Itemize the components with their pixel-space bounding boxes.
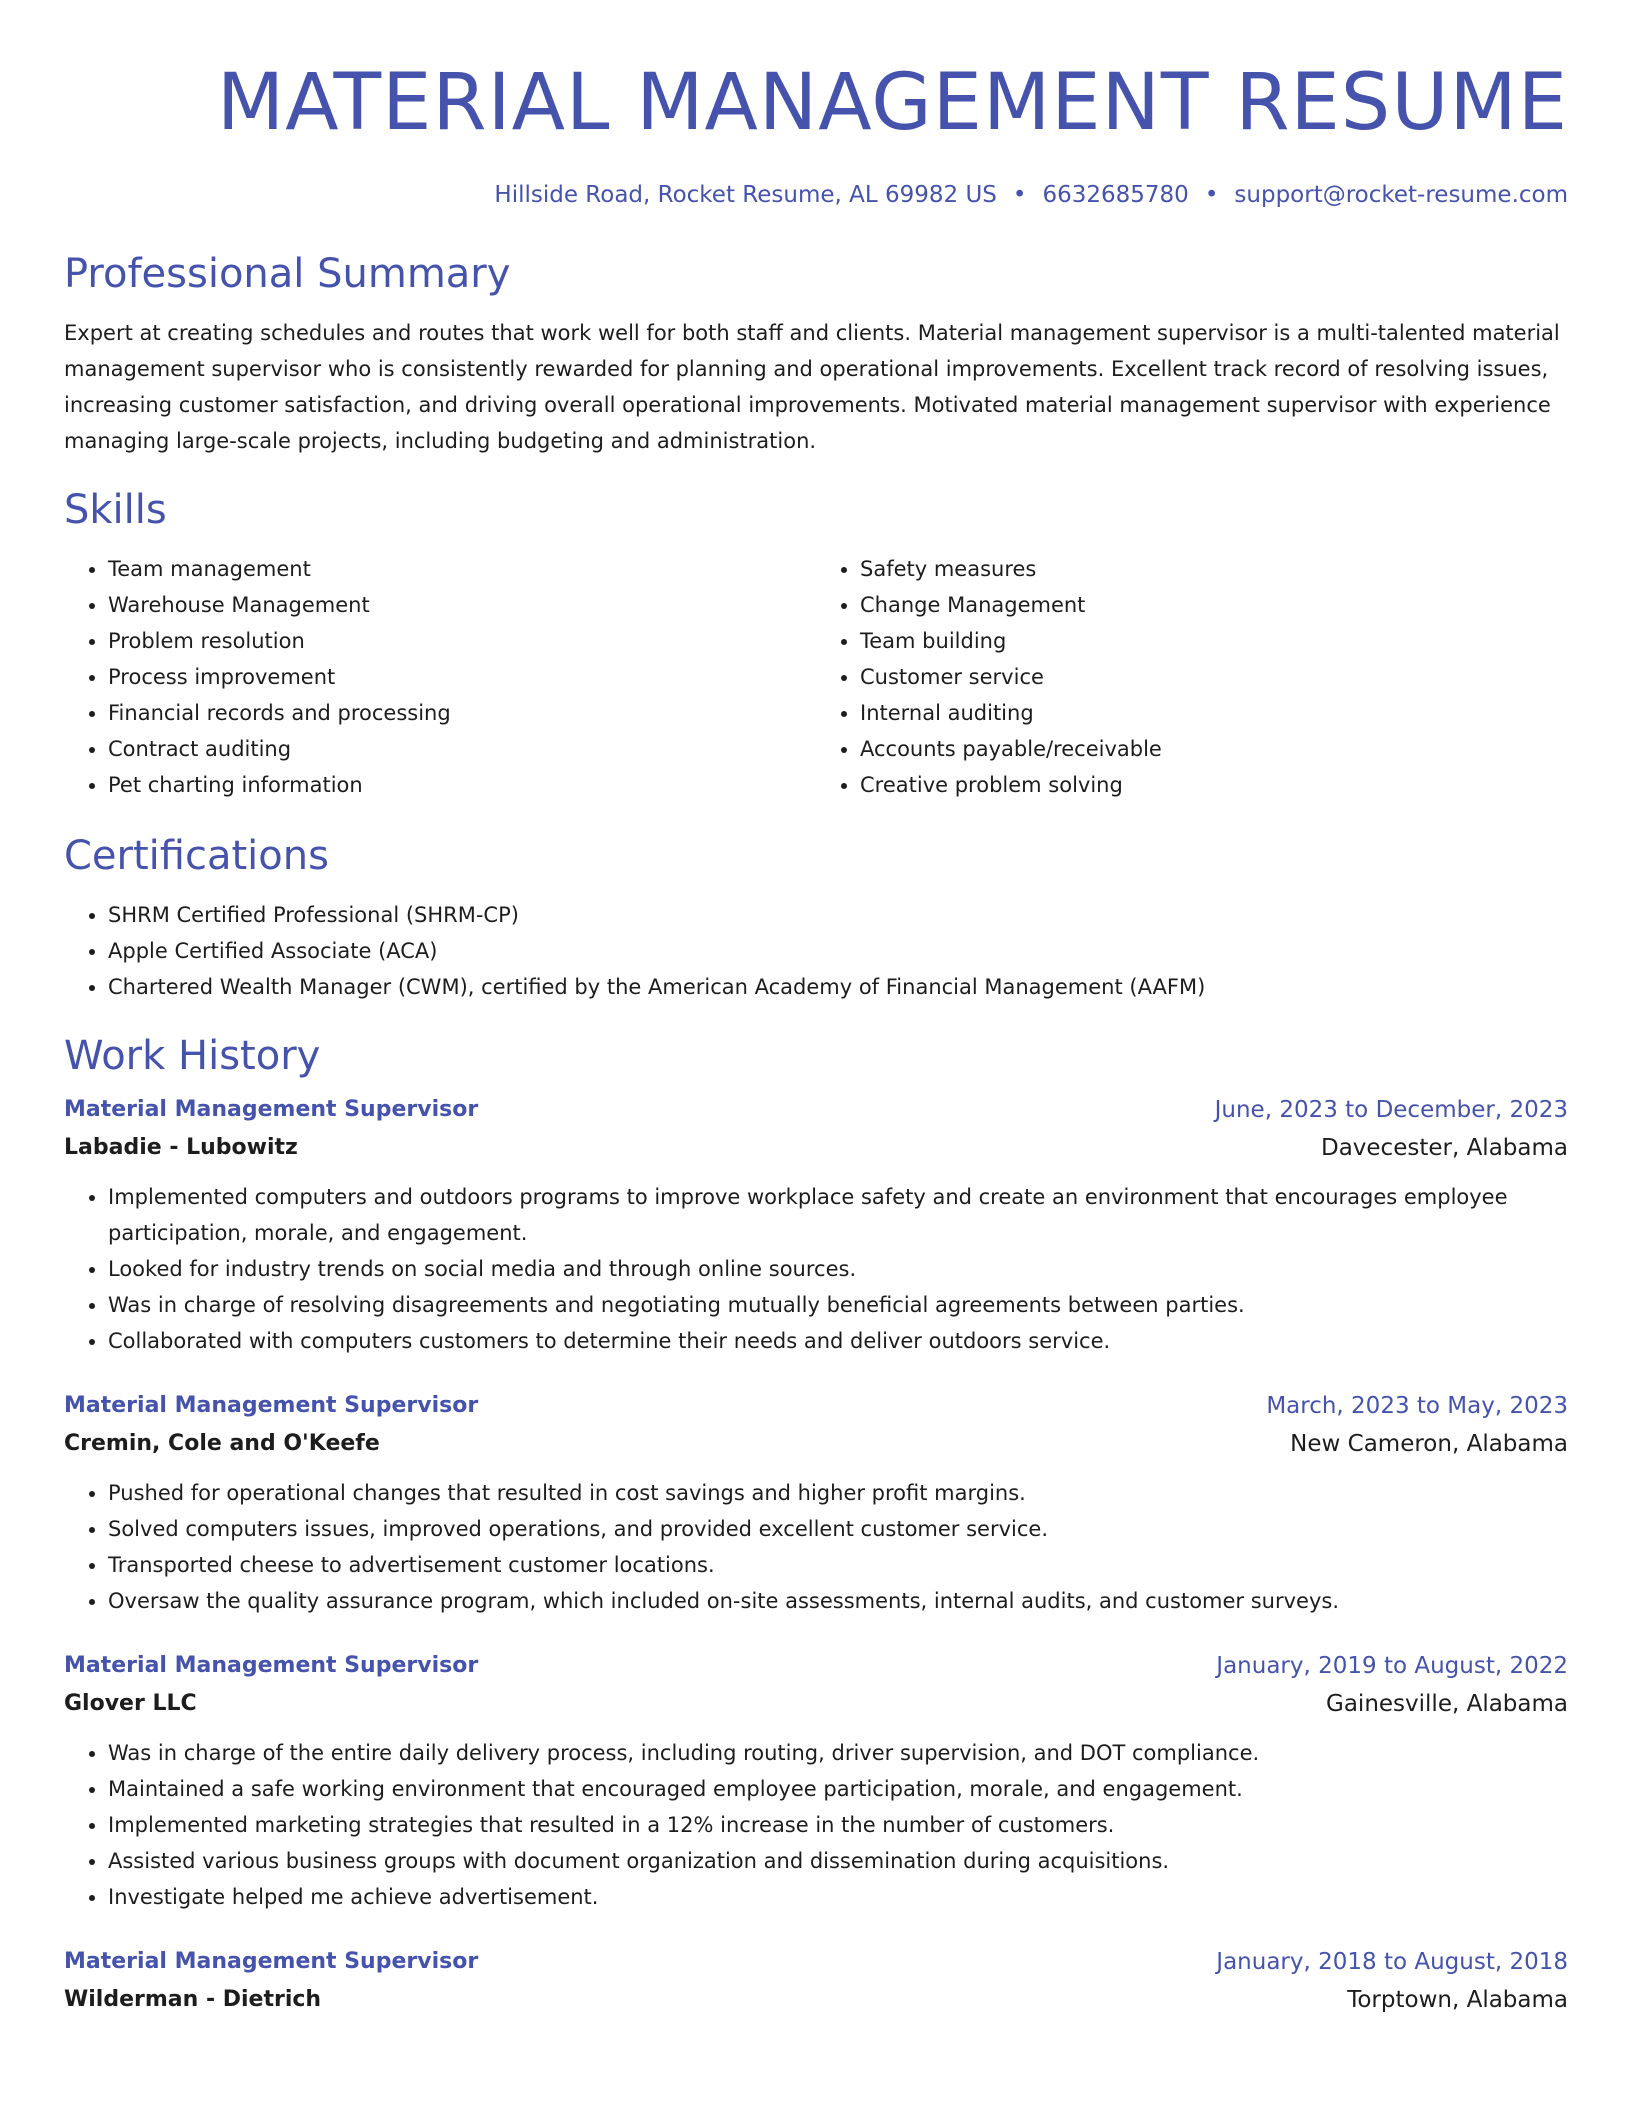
job-dates: June, 2023 to December, 2023 xyxy=(1214,1097,1568,1123)
skill-item: • Pet charting information xyxy=(108,767,816,803)
job-bullet: • Pushed for operational changes that resulted in cost savings and higher profit margins. xyxy=(108,1475,1568,1511)
job-bullet: • Solved computers issues, improved operations, and provided excellent customer service. xyxy=(108,1511,1568,1547)
skill-item: • Customer service xyxy=(860,659,1568,695)
job-bullet: • Collaborated with computers customers to determine their needs and deliver outdoors service. xyxy=(108,1323,1568,1359)
resume-name: MATERIAL MANAGEMENT RESUME xyxy=(216,58,1568,148)
skills-list-right xyxy=(816,551,1568,803)
job-bullet: • Was in charge of the entire daily delivery process, including routing, driver supervision, and DOT compliance. xyxy=(108,1735,1568,1771)
skill-item: • Financial records and processing xyxy=(108,695,816,731)
job-title: Material Management Supervisor xyxy=(64,1393,479,1418)
job-company: Cremin, Cole and O'Keefe xyxy=(64,1431,380,1456)
job-location: New Cameron, Alabama xyxy=(1290,1431,1568,1457)
summary-text: Expert at creating schedules and routes that work well for both staff and clients. Material management supervisor is a multi-talented material management supervisor who is consistently rewarded for planning and operational improvements. Excellent track record of resolving issues, increasing customer satisfaction, and driving overall operational improvements. Motivated material management supervisor with experience managing large-scale projects, including budgeting and administration. xyxy=(64,321,1560,453)
job-header-row xyxy=(64,1943,1568,1981)
certification-item: • Apple Certified Associate (ACA) xyxy=(108,933,1568,969)
job-bullet: • Assisted various business groups with document organization and dissemination during acquisitions. xyxy=(108,1843,1568,1879)
skill-item: • Safety measures xyxy=(860,551,1568,587)
skills-list-left xyxy=(64,551,816,803)
job-company: Wilderman - Dietrich xyxy=(64,1987,322,2012)
job-bullet: • Was in charge of resolving disagreements and negotiating mutually beneficial agreements between parties. xyxy=(108,1287,1568,1323)
job-bullets xyxy=(64,1179,1568,1359)
job-title: Material Management Supervisor xyxy=(64,1949,479,1974)
skill-item: • Internal auditing xyxy=(860,695,1568,731)
job-title: Material Management Supervisor xyxy=(64,1097,479,1122)
job-entry xyxy=(64,1387,1568,1619)
certification-item: • Chartered Wealth Manager (CWM), certified by the American Academy of Financial Management (AAFM) xyxy=(108,969,1568,1005)
job-company-row xyxy=(64,1685,1568,1723)
job-dates: March, 2023 to May, 2023 xyxy=(1266,1393,1568,1419)
job-location: Gainesville, Alabama xyxy=(1326,1691,1568,1717)
section-title-summary: Professional Summary xyxy=(64,251,511,297)
contact-line xyxy=(64,179,1568,211)
skill-item: • Problem resolution xyxy=(108,623,816,659)
job-bullet: • Investigate helped me achieve advertisement. xyxy=(108,1879,1568,1915)
job-dates: January, 2018 to August, 2018 xyxy=(1216,1949,1568,1975)
skill-item: • Team management xyxy=(108,551,816,587)
section-title-certifications: Certifications xyxy=(64,833,329,879)
section-title-work-history: Work History xyxy=(64,1033,321,1079)
job-bullet: • Transported cheese to advertisement customer locations. xyxy=(108,1547,1568,1583)
job-bullets xyxy=(64,1735,1568,1915)
job-bullet: • Looked for industry trends on social media and through online sources. xyxy=(108,1251,1568,1287)
contact-separator: • xyxy=(1012,182,1027,208)
job-bullet: • Implemented marketing strategies that resulted in a 12% increase in the number of customers. xyxy=(108,1807,1568,1843)
job-entry xyxy=(64,1943,1568,2019)
job-entry xyxy=(64,1091,1568,1359)
contact-phone: 6632685780 xyxy=(1042,182,1189,208)
section-title-skills: Skills xyxy=(64,487,167,533)
job-bullet: • Implemented computers and outdoors programs to improve workplace safety and create an environment that encourages employee participation, morale, and engagement. xyxy=(108,1179,1568,1251)
certification-item: • SHRM Certified Professional (SHRM-CP) xyxy=(108,897,1568,933)
job-company: Glover LLC xyxy=(64,1691,197,1716)
job-location: Davecester, Alabama xyxy=(1320,1135,1568,1161)
job-bullet: • Maintained a safe working environment that encouraged employee participation, morale, and engagement. xyxy=(108,1771,1568,1807)
job-title: Material Management Supervisor xyxy=(64,1653,479,1678)
job-company-row xyxy=(64,1129,1568,1167)
skill-item: • Creative problem solving xyxy=(860,767,1568,803)
job-header-row xyxy=(64,1387,1568,1425)
contact-separator: • xyxy=(1204,182,1219,208)
skill-item: • Accounts payable/receivable xyxy=(860,731,1568,767)
job-company: Labadie - Lubowitz xyxy=(64,1135,298,1160)
job-header-row xyxy=(64,1647,1568,1685)
contact-email[interactable]: support@rocket-resume.com xyxy=(1234,182,1568,208)
skill-item: • Change Management xyxy=(860,587,1568,623)
job-location: Torptown, Alabama xyxy=(1347,1987,1568,2013)
job-entry xyxy=(64,1647,1568,1915)
contact-address: Hillside Road, Rocket Resume, AL 69982 US xyxy=(494,182,997,208)
skill-item: • Process improvement xyxy=(108,659,816,695)
skill-item: • Warehouse Management xyxy=(108,587,816,623)
skill-item: • Team building xyxy=(860,623,1568,659)
job-header-row xyxy=(64,1091,1568,1129)
job-company-row xyxy=(64,1981,1568,2019)
skill-item: • Contract auditing xyxy=(108,731,816,767)
job-bullets xyxy=(64,1475,1568,1619)
job-bullet: • Oversaw the quality assurance program, which included on-site assessments, internal audits, and customer surveys. xyxy=(108,1583,1568,1619)
skills-grid xyxy=(64,551,1568,803)
certifications-list xyxy=(64,897,1568,1005)
job-dates: January, 2019 to August, 2022 xyxy=(1216,1653,1568,1679)
job-company-row xyxy=(64,1425,1568,1463)
